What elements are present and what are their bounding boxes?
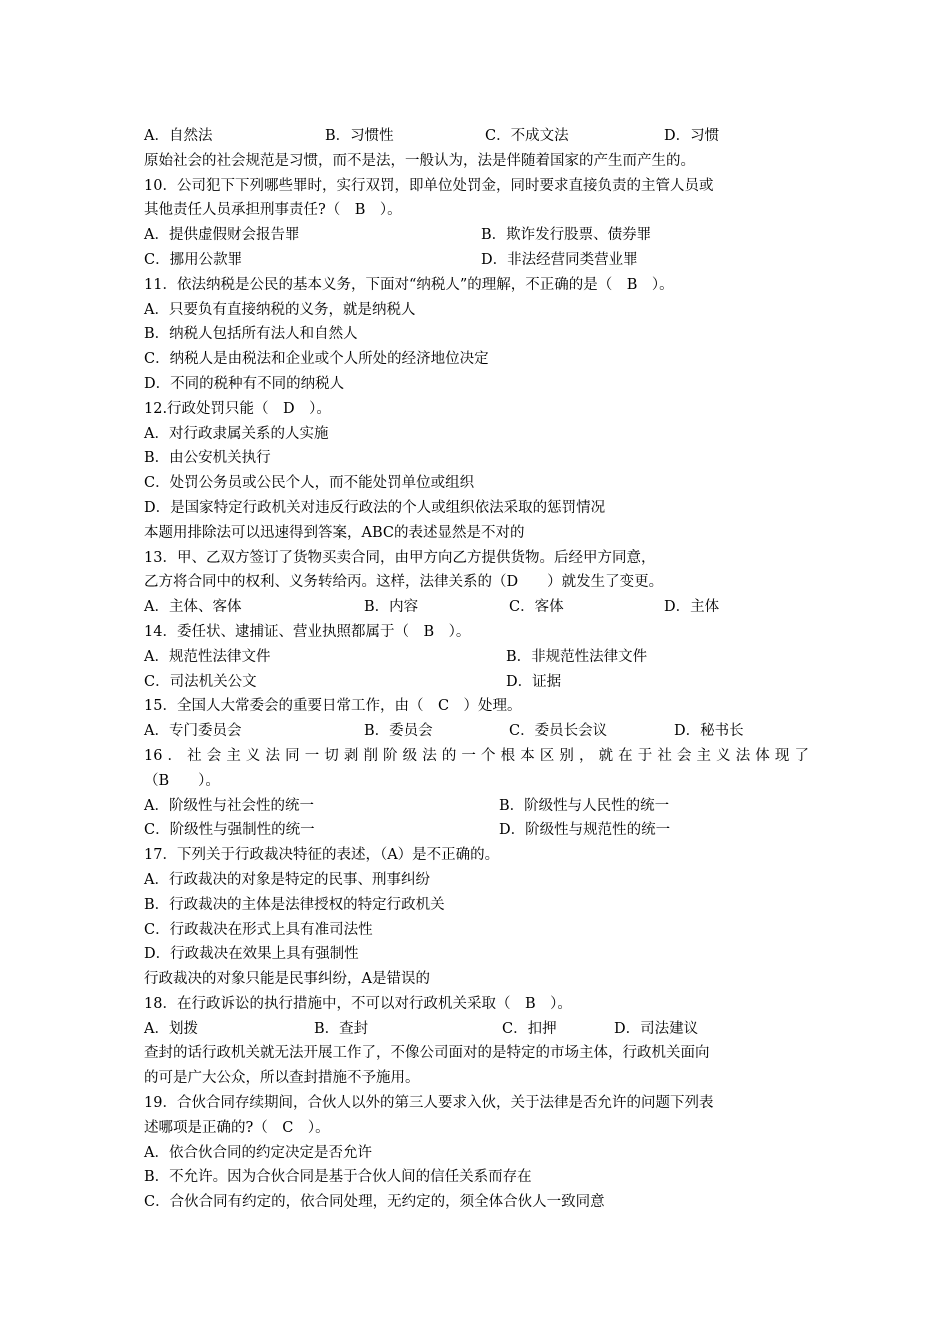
option-row [144, 818, 809, 843]
text-line: C．处罚公务员或公民个人，而不能处罚单位或组织 [144, 475, 475, 492]
text-line: D．不同的税种有不同的纳税人 [144, 375, 345, 392]
option-text: B．委员会 [364, 723, 433, 740]
option-text: B．阶级性与人民性的统一 [499, 797, 670, 814]
text-line: C．行政裁决在形式上具有准司法性 [144, 921, 373, 938]
text-line: B．纳税人包括所有法人和自然人 [144, 326, 358, 343]
text-line: A．依合伙合同的约定决定是否允许 [144, 1144, 372, 1161]
text-line: B．不允许。因为合伙合同是基于合伙人间的信任关系而存在 [144, 1169, 532, 1186]
option-text: C．挪用公款罪 [144, 251, 243, 268]
option-text: A．专门委员会 [144, 723, 242, 740]
text-line: 的可是广大公众，所以查封措施不予施用。 [144, 1070, 420, 1087]
text-line: 12.行政处罚只能（ D ）。 [144, 400, 331, 417]
text-line: 行政裁决的对象只能是民事纠纷，A是错误的 [144, 971, 430, 988]
text-line: 查封的话行政机关就无法开展工作了，不像公司面对的是特定的市场主体，行政机关面向 [144, 1045, 710, 1062]
option-text: D．非法经营同类营业罪 [481, 251, 638, 268]
text-line: C．纳税人是由税法和企业或个人所处的经济地位决定 [144, 351, 489, 368]
option-text: D．秘书长 [674, 723, 744, 740]
option-text: C．扣押 [502, 1020, 557, 1037]
text-line: C．合伙合同有约定的，依合同处理，无约定的，须全体合伙人一致同意 [144, 1194, 605, 1211]
option-text: C．客体 [509, 599, 564, 616]
option-text: A．阶级性与社会性的统一 [144, 797, 314, 814]
option-text: A．提供虚假财会报告罪 [144, 227, 300, 244]
text-line: 述哪项是正确的?（ C ）。 [144, 1119, 330, 1136]
option-row [144, 719, 809, 744]
option-text: C．阶级性与强制性的统一 [144, 822, 315, 839]
option-text: A．规范性法律文件 [144, 648, 271, 665]
option-text: D．习惯 [664, 128, 720, 144]
option-text: A．划拨 [144, 1020, 198, 1037]
text-line: B．由公安机关执行 [144, 450, 271, 467]
text-line: 13．甲、乙双方签订了货物买卖合同，由甲方向乙方提供货物。后经甲方同意， [144, 549, 656, 566]
text-line: 14．委任状、逮捕证、营业执照都属于（ B ）。 [144, 623, 471, 640]
text-line: 18．在行政诉讼的执行措施中，不可以对行政机关采取（ B ）。 [144, 995, 572, 1012]
option-row [144, 248, 809, 273]
option-text: D．主体 [664, 599, 720, 616]
document-page [144, 124, 809, 1215]
option-row [144, 124, 809, 149]
option-text: D．阶级性与规范性的统一 [499, 822, 671, 839]
option-text: B．习惯性 [325, 128, 394, 144]
option-row [144, 1017, 809, 1042]
option-text: C．司法机关公文 [144, 673, 257, 690]
option-row [144, 595, 809, 620]
text-line: 乙方将合同中的权利、义务转给丙。这样，法律关系的（D ）就发生了变更。 [144, 574, 664, 591]
text-line: B．行政裁决的主体是法律授权的特定行政机关 [144, 896, 445, 913]
option-text: A．自然法 [144, 128, 213, 144]
option-row [144, 794, 809, 819]
option-text: B．内容 [364, 599, 419, 616]
text-line: 19．合伙合同存续期间，合伙人以外的第三人要求入伙，关于法律是否允许的问题下列表 [144, 1095, 714, 1112]
option-text: D．证据 [506, 673, 562, 690]
option-text: C．不成文法 [485, 128, 569, 144]
text-line: 原始社会的社会规范是习惯，而不是法，一般认为，法是伴随着国家的产生而产生的。 [144, 152, 695, 169]
text-line: 本题用排除法可以迅速得到答案，ABC的表述显然是不对的 [144, 524, 525, 541]
text-line: 15．全国人大常委会的重要日常工作，由（ C ）处理。 [144, 698, 522, 715]
option-text: B．非规范性法律文件 [506, 648, 648, 665]
text-line: A．行政裁决的对象是特定的民事、刑事纠纷 [144, 871, 430, 888]
text-line: D．行政裁决在效果上具有强制性 [144, 946, 359, 963]
option-row [144, 645, 809, 670]
text-line: A．对行政隶属关系的人实施 [144, 425, 329, 442]
text-line: D．是国家特定行政机关对违反行政法的个人或组织依法采取的惩罚情况 [144, 499, 606, 516]
option-row [144, 223, 809, 248]
text-line: （B ）。 [144, 772, 220, 789]
option-text: A．主体、客体 [144, 599, 242, 616]
text-line: 16．社会主义法同一切剥削阶级法的一个根本区别，就在于社会主义法体现了 [144, 747, 809, 764]
text-line: A．只要负有直接纳税的义务，就是纳税人 [144, 301, 416, 318]
option-text: B．查封 [314, 1020, 369, 1037]
option-row [144, 670, 809, 695]
option-text: D．司法建议 [614, 1020, 699, 1037]
text-line: 17．下列关于行政裁决特征的表述，（A）是不正确的。 [144, 847, 500, 864]
option-text: B．欺诈发行股票、债券罪 [481, 227, 652, 244]
text-line: 10．公司犯下下列哪些罪时，实行双罚，即单位处罚金，同时要求直接负责的主管人员或 [144, 177, 714, 194]
text-line: 11．依法纳税是公民的基本义务，下面对“纳税人”的理解，不正确的是（ B ）。 [144, 276, 674, 293]
text-line: 其他责任人员承担刑事责任?（ B ）。 [144, 202, 402, 219]
option-text: C．委员长会议 [509, 723, 608, 740]
